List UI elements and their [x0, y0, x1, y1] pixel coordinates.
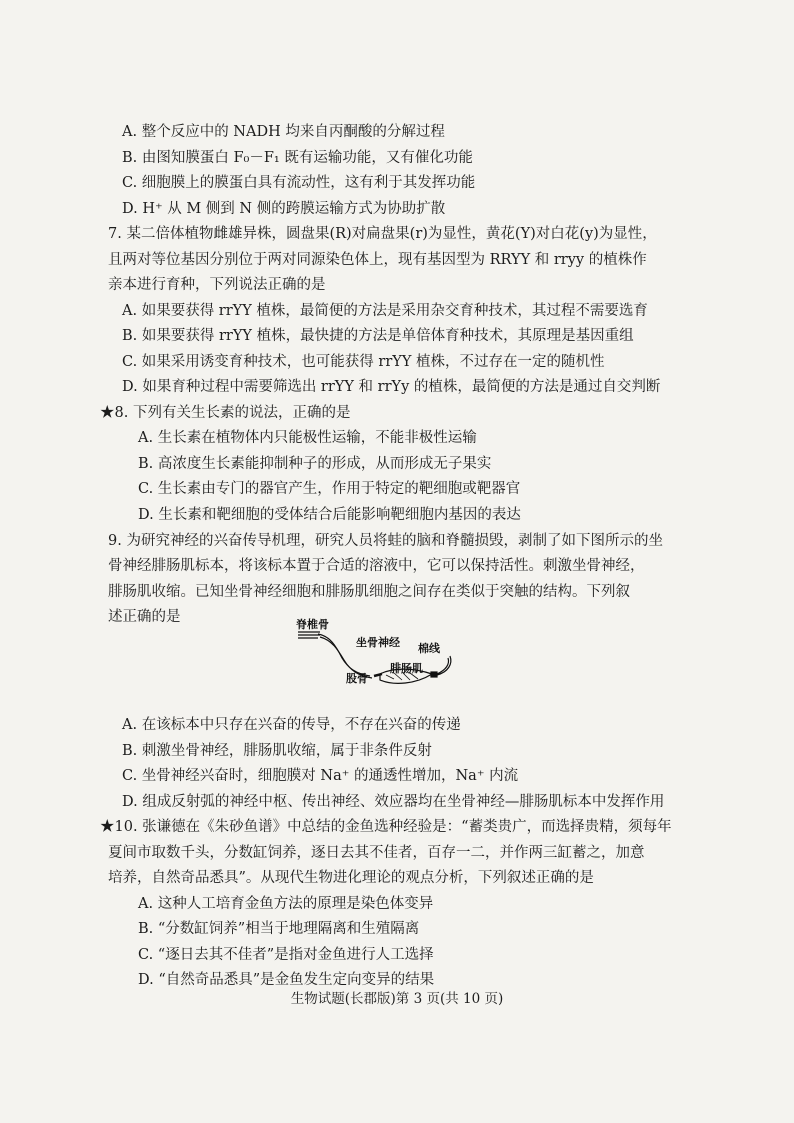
q7-stem-2: 且两对等位基因分别位于两对同源染色体上，现有基因型为 RRYY 和 rryy 的植株作 [108, 252, 647, 268]
q8-option-c: C. 生长素由专门的器官产生，作用于特定的靶细胞或靶器官 [138, 481, 521, 497]
q6-option-d: D. H⁺ 从 M 侧到 N 侧的跨膜运输方式为协助扩散 [122, 201, 446, 217]
q9-stem-1: 9. 为研究神经的兴奋传导机理，研究人员将蛙的脑和脊髓损毁，剥制了如下图所示的坐 [108, 533, 663, 549]
q7-option-d: D. 如果育种过程中需要筛选出 rrYY 和 rrYy 的植株，最简便的方法是通过自交判断 [122, 379, 661, 395]
figure-label-sciatic-nerve: 坐骨神经 [356, 636, 400, 649]
figure-label-gastrocnemius: 腓肠肌 [390, 662, 423, 675]
q8-stem: ★8. 下列有关生长素的说法，正确的是 [100, 405, 351, 421]
q9-option-a: A. 在该标本中只存在兴奋的传导，不存在兴奋的传递 [122, 717, 461, 733]
q10-option-a: A. 这种人工培育金鱼方法的原理是染色体变异 [138, 896, 434, 912]
q10-option-d: D. “自然奇品悉具”是金鱼发生定向变异的结果 [138, 972, 435, 988]
q7-option-c: C. 如果采用诱变育种技术，也可能获得 rrYY 植株，不过存在一定的随机性 [122, 354, 605, 370]
q9-option-c: C. 坐骨神经兴奋时，细胞膜对 Na⁺ 的通透性增加，Na⁺ 内流 [122, 768, 519, 784]
q7-stem-3: 亲本进行育种，下列说法正确的是 [108, 277, 326, 293]
figure-label-cotton-thread: 棉线 [418, 642, 440, 655]
q9-stem-4: 述正确的是 [108, 609, 181, 625]
q10-stem-3: 培养，自然奇品悉具”。从现代生物进化理论的观点分析，下列叙述正确的是 [108, 870, 594, 886]
q10-stem-2: 夏间市取数千头，分数缸饲养，逐日去其不佳者，百存一二，并作两三缸蓄之，加意 [108, 845, 645, 861]
q6-option-c: C. 细胞膜上的膜蛋白具有流动性，这有利于其发挥功能 [122, 175, 476, 191]
q7-stem-1: 7. 某二倍体植物雌雄异株，圆盘果(R)对扁盘果(r)为显性，黄花(Y)对白花(y)为显性， [108, 226, 657, 242]
q10-option-c: C. “逐日去其不佳者”是指对金鱼进行人工选择 [138, 947, 434, 963]
q10-option-b: B. “分数缸饲养”相当于地理隔离和生殖隔离 [138, 921, 420, 937]
q6-option-b: B. 由图知膜蛋白 F₀－F₁ 既有运输功能，又有催化功能 [122, 150, 473, 166]
q7-option-a: A. 如果要获得 rrYY 植株，最简便的方法是采用杂交育种技术，其过程不需要选育 [122, 303, 648, 319]
nerve-muscle-figure [290, 612, 470, 712]
q9-stem-2: 骨神经腓肠肌标本，将该标本置于合适的溶液中，它可以保持活性。刺激坐骨神经， [108, 558, 645, 574]
page-footer: 生物试题(长郡版)第 3 页(共 10 页) [290, 991, 504, 1007]
q8-option-a: A. 生长素在植物体内只能极性运输，不能非极性运输 [138, 430, 477, 446]
q8-option-d: D. 生长素和靶细胞的受体结合后能影响靶细胞内基因的表达 [138, 507, 521, 523]
q9-stem-3: 腓肠肌收缩。已知坐骨神经细胞和腓肠肌细胞之间存在类似于突触的结构。下列叙 [108, 584, 630, 600]
q7-option-b: B. 如果要获得 rrYY 植株，最快捷的方法是单倍体育种技术，其原理是基因重组 [122, 328, 634, 344]
figure-label-femur: 股骨 [346, 672, 368, 685]
figure-label-vertebra: 脊椎骨 [296, 618, 329, 631]
q8-option-b: B. 高浓度生长素能抑制种子的形成，从而形成无子果实 [138, 456, 492, 472]
q9-option-d: D. 组成反射弧的神经中枢、传出神经、效应器均在坐骨神经—腓肠肌标本中发挥作用 [122, 794, 665, 810]
q10-stem-1: ★10. 张谦德在《朱砂鱼谱》中总结的金鱼选种经验是：“蓄类贵广，而选择贵精，须每年 [100, 819, 672, 835]
q6-option-a: A. 整个反应中的 NADH 均来自丙酮酸的分解过程 [122, 124, 445, 140]
q9-option-b: B. 刺激坐骨神经，腓肠肌收缩，属于非条件反射 [122, 743, 432, 759]
